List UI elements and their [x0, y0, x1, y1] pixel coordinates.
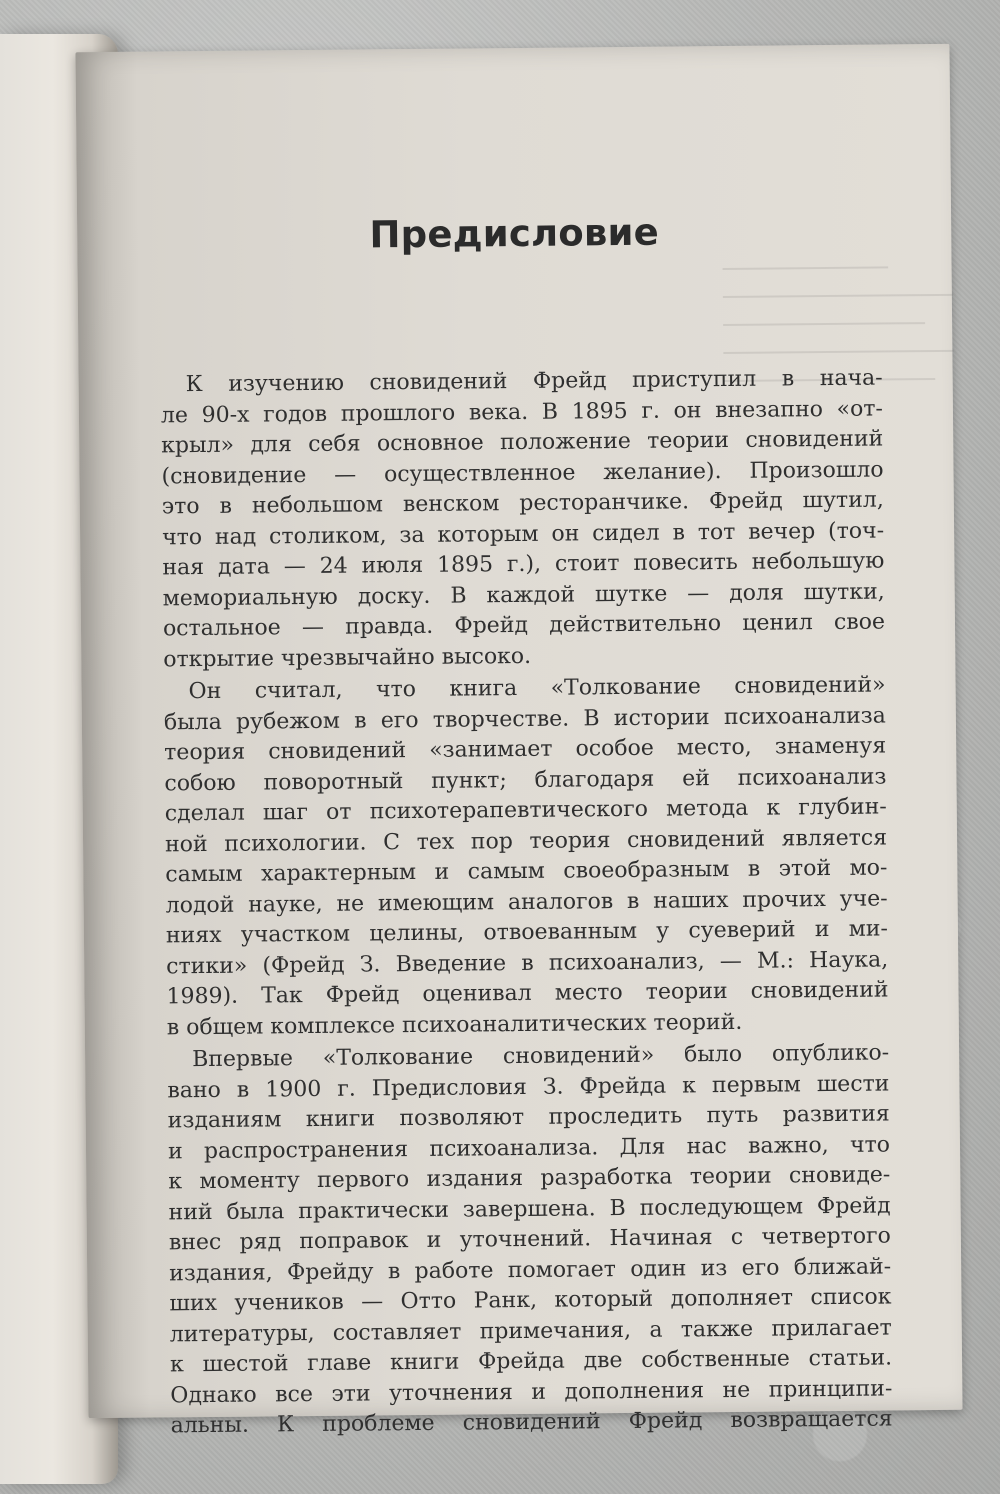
text-line: Он считал, что книга «Толкование сновидений» — [188, 672, 886, 705]
text-line: к моменту первого издания разработка теории сновиде- — [168, 1162, 891, 1195]
book-page — [75, 44, 962, 1439]
text-line: крыл» для себя основное положение теории сновидений — [161, 426, 884, 459]
text-line: 1989). Так Фрейд оценивал место теории сновидений — [166, 977, 889, 1010]
text-line: теория сновидений «занимает особое место, знаменуя — [164, 733, 887, 766]
paragraph-1 — [161, 363, 886, 675]
text-line: ле 90-х годов прошлого века. В 1895 г. он внезапно «от- — [160, 395, 884, 428]
text-line: издания, Фрейду в работе помогает один из его ближай- — [169, 1253, 892, 1286]
text-line: открытие чрезвычайно высоко. — [163, 643, 532, 672]
text-line: ной психологии. С тех пор теория сновидений является — [164, 824, 888, 857]
text-line: мемориальную доску. В каждой шутке — доля шутки, — [162, 578, 885, 611]
text-line: Однако все эти уточнения и дополнения не принципи- — [170, 1375, 893, 1408]
text-line: ний была практически завершена. В последующем Фрейд — [168, 1192, 891, 1225]
text-line: вано в 1900 г. Предисловия З. Фрейда к первым шести — [167, 1070, 890, 1103]
text-line: что над столиком, за которым он сидел в тот вечер (точ- — [162, 517, 885, 550]
text-line: остальное — правда. Фрейд действительно ценил свое — [162, 609, 886, 642]
text-line: и распространения психоанализа. Для нас важно, что — [167, 1131, 891, 1164]
text-line: ная дата — 24 июля 1895 г.), стоит повесить небольшую — [162, 548, 885, 581]
preface-text — [161, 363, 893, 1441]
text-line: к шестой главе книги Фрейда две собственные статьи. — [169, 1345, 893, 1378]
text-line: Впервые «Толкование сновидений» было опублико- — [192, 1040, 890, 1073]
text-line: это в небольшом венском ресторанчике. Фрейд шутил, — [161, 487, 884, 520]
text-line: лодой науке, не имеющим аналогов в наших прочих уче- — [165, 885, 888, 918]
text-line: литературы, составляет примечания, а также прилагает — [169, 1314, 892, 1347]
text-line: внес ряд поправок и уточнений. Начиная с четвертого — [168, 1223, 891, 1256]
page-title: Предисловие — [369, 210, 660, 257]
paragraph-2 — [163, 670, 888, 1043]
text-line: изданиям книги позволяют проследить путь развития — [167, 1101, 890, 1134]
text-line: собою поворотный пункт; благодаря ей психоанализ — [164, 763, 887, 796]
text-line: ших учеников — Отто Ранк, который дополняет список — [169, 1284, 892, 1317]
text-line: была рубежом в его творчестве. В истории психоанализа — [163, 702, 886, 735]
text-line: самым характерным и самым своеобразным в этой мо- — [165, 855, 888, 888]
text-line: (сновидение — осуществленное желание). Произошло — [161, 456, 884, 489]
text-line: К изучению сновидений Фрейд приступил в нача- — [185, 365, 883, 398]
text-line: ниях участком целины, отвоеванным у суеверий и ми- — [165, 916, 889, 949]
paragraph-3 — [167, 1038, 893, 1441]
text-line: стики» (Фрейд З. Введение в психоанализ, — М.: Наука, — [166, 946, 889, 979]
text-line: альны. К проблеме сновидений Фрейд возвращается — [170, 1406, 893, 1439]
text-line: сделал шаг от психотерапевтического метода к глубин- — [164, 794, 887, 827]
text-line: в общем комплексе психоаналитических теорий. — [166, 1009, 743, 1040]
